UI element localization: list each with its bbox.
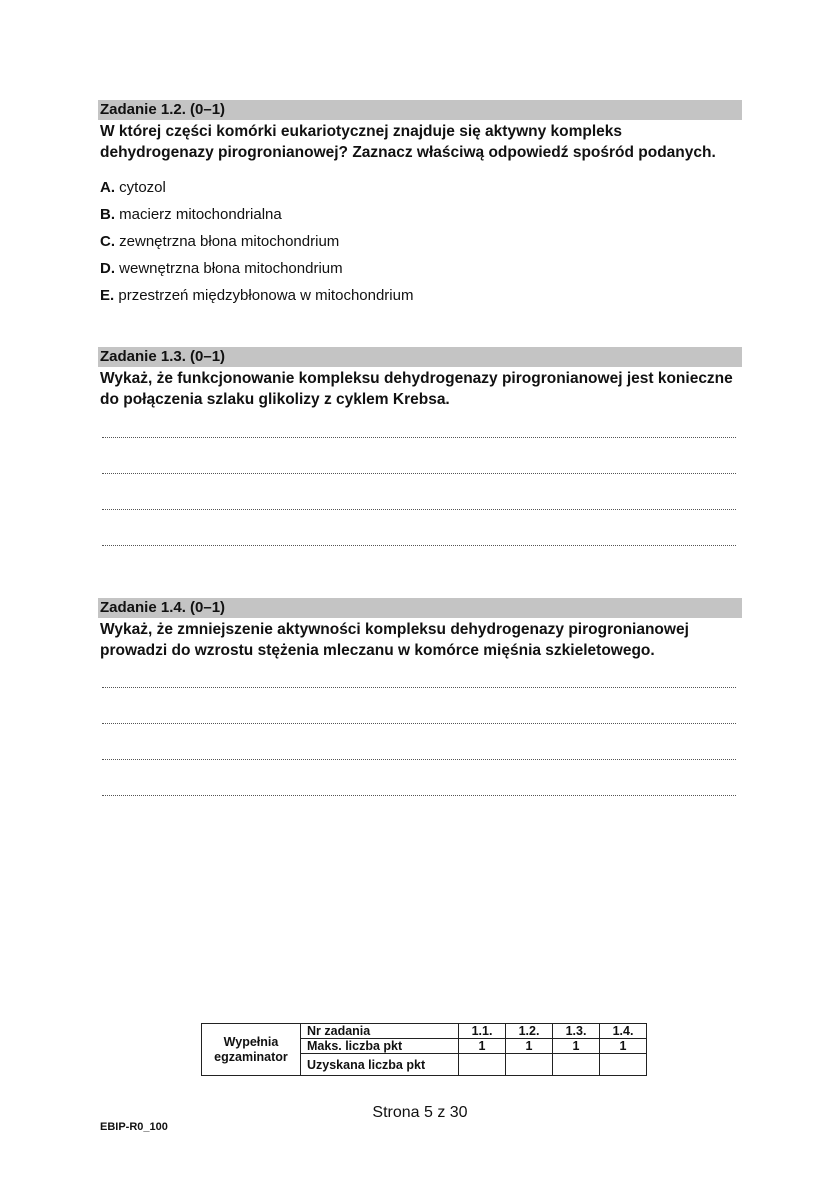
task-1-4-answer-line[interactable] (102, 723, 736, 724)
task-1-2-header: Zadanie 1.2. (0–1) (98, 100, 742, 120)
task-1-4-question-line2: prowadzi do wzrostu stężenia mleczanu w komórce mięśnia szkieletowego. (100, 642, 655, 659)
max-points-cell: 1 (600, 1039, 647, 1054)
task-1-3-answer-line[interactable] (102, 473, 736, 474)
option-c-letter: C. (100, 233, 115, 250)
option-d[interactable] (100, 259, 343, 279)
max-points-cell: 1 (459, 1039, 506, 1054)
task-1-4-answer-line[interactable] (102, 795, 736, 796)
task-1-3-answer-line[interactable] (102, 437, 736, 438)
option-b-letter: B. (100, 206, 115, 223)
page-number: Strona 5 z 30 (372, 1104, 468, 1121)
task-1-2-question-line1: W której części komórki eukariotycznej znajduje się aktywny kompleks (100, 123, 623, 140)
option-b[interactable] (100, 205, 282, 225)
task-number-cell: 1.1. (459, 1024, 506, 1039)
option-b-text: macierz mitochondrialna (115, 206, 282, 223)
option-c-text: zewnętrzna błona mitochondrium (115, 233, 340, 250)
task-1-3-question-line1: Wykaż, że funkcjonowanie kompleksu dehydrogenazy pirogronianowej jest konieczne (100, 370, 733, 387)
max-points-cell: 1 (553, 1039, 600, 1054)
option-a-text: cytozol (115, 179, 166, 196)
document-code: EBIP-R0_100 (100, 1121, 168, 1133)
table-row (202, 1024, 647, 1039)
row-label-max-points: Maks. liczba pkt (301, 1039, 459, 1054)
task-1-4-answer-line[interactable] (102, 759, 736, 760)
option-e-letter: E. (100, 287, 115, 304)
grading-table (201, 1023, 647, 1076)
option-a-letter: A. (100, 179, 115, 196)
option-d-letter: D. (100, 260, 115, 277)
row-label-task-number: Nr zadania (301, 1024, 459, 1039)
task-1-3-answer-line[interactable] (102, 509, 736, 510)
option-e-text: przestrzeń międzybłonowa w mitochondrium (114, 287, 414, 304)
task-1-3-header: Zadanie 1.3. (0–1) (98, 347, 742, 367)
task-1-4-answer-line[interactable] (102, 687, 736, 688)
obtained-points-cell[interactable] (506, 1054, 553, 1076)
option-d-text: wewnętrzna błona mitochondrium (115, 260, 343, 277)
task-1-3-answer-line[interactable] (102, 545, 736, 546)
task-1-3-question-line2: do połączenia szlaku glikolizy z cyklem Krebsa. (100, 391, 450, 408)
task-1-4-question-line1: Wykaż, że zmniejszenie aktywności kompleksu dehydrogenazy pirogronianowej (100, 621, 689, 638)
examiner-label-line2: egzaminator (214, 1049, 288, 1064)
task-1-4-question (100, 619, 750, 661)
examiner-label-line1: Wypełnia (223, 1034, 279, 1049)
option-e[interactable] (100, 286, 413, 306)
row-label-obtained-points: Uzyskana liczba pkt (301, 1054, 459, 1076)
task-1-2-question (100, 121, 750, 163)
obtained-points-cell[interactable] (459, 1054, 506, 1076)
max-points-cell: 1 (506, 1039, 553, 1054)
obtained-points-cell[interactable] (553, 1054, 600, 1076)
task-number-cell: 1.2. (506, 1024, 553, 1039)
task-1-4-header: Zadanie 1.4. (0–1) (98, 598, 742, 618)
task-number-cell: 1.4. (600, 1024, 647, 1039)
task-1-3-question (100, 368, 750, 410)
option-a[interactable] (100, 178, 166, 198)
obtained-points-cell[interactable] (600, 1054, 647, 1076)
task-1-2-question-line2: dehydrogenazy pirogronianowej? Zaznacz właściwą odpowiedź spośród podanych. (100, 144, 716, 161)
examiner-label (202, 1024, 301, 1076)
option-c[interactable] (100, 232, 339, 252)
task-number-cell: 1.3. (553, 1024, 600, 1039)
